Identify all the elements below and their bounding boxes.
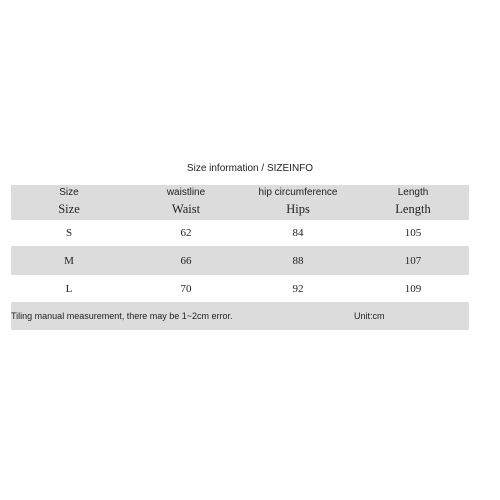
- size-cell: L: [65, 283, 73, 295]
- table-row: [11, 227, 469, 247]
- header-size-label: Size: [58, 202, 80, 216]
- hips-cell: 92: [292, 283, 304, 295]
- length-cell: 107: [404, 255, 422, 267]
- header-length-label: Length: [395, 202, 431, 216]
- hips-cell: 84: [292, 227, 304, 239]
- waist-cell: 66: [180, 255, 192, 267]
- length-cell: 109: [404, 283, 422, 295]
- waist-cell: 62: [180, 227, 192, 239]
- header-waist-en: waistline: [166, 187, 206, 198]
- table-row: [11, 283, 469, 303]
- header-size-en: Size: [59, 187, 79, 198]
- size-cell: S: [65, 227, 73, 239]
- header-waist-label: Waist: [171, 202, 201, 216]
- header-length-en: Length: [397, 187, 429, 198]
- unit-label: Unit:cm: [354, 311, 385, 321]
- header-hips-en: hip circumference: [258, 187, 338, 198]
- measurement-note: Tiling manual measurement, there may be 1~2cm error.: [11, 311, 233, 321]
- table-row: [11, 255, 469, 275]
- size-chart-title: Size information / SIZEINFO: [186, 163, 314, 174]
- length-cell: 105: [404, 227, 422, 239]
- hips-cell: 88: [292, 255, 304, 267]
- size-cell: M: [64, 255, 74, 267]
- waist-cell: 70: [180, 283, 192, 295]
- header-hips-label: Hips: [286, 202, 310, 216]
- header-row: [11, 187, 469, 220]
